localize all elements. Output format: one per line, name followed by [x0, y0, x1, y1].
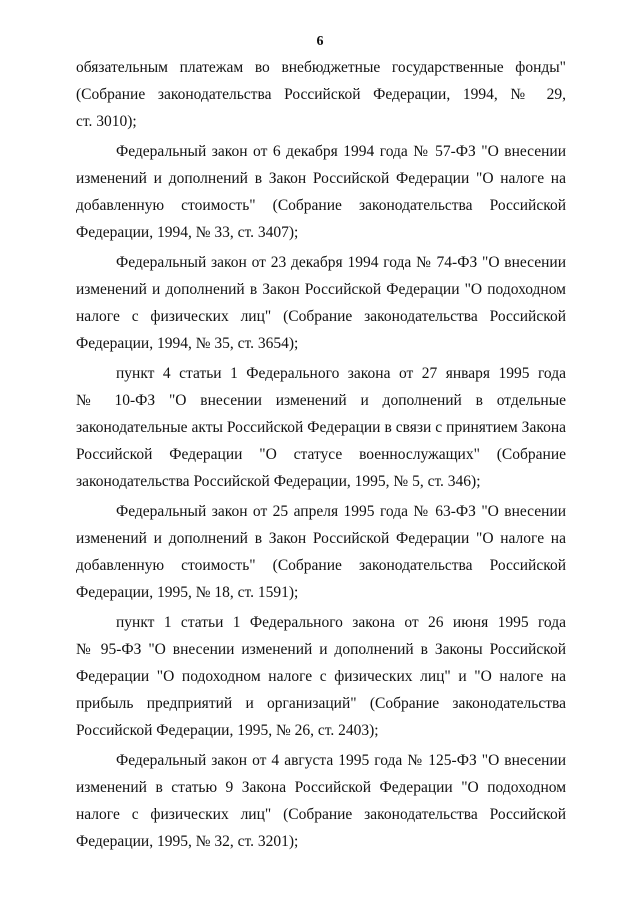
- text-line: Федерации, 1995, № 18, ст. 1591);: [76, 584, 299, 601]
- text-line: пункт 4 статьи 1 Федерального закона от 27 января 1995 года: [116, 365, 566, 382]
- paragraph-6: [76, 609, 566, 744]
- text-line: законодательные акты Российской Федерации в связи с принятием Закона: [76, 419, 566, 436]
- text-line: Российской Федерации "О статусе военнослужащих" (Собрание: [76, 446, 566, 463]
- page-number: 6: [316, 34, 324, 49]
- text-line: изменений и дополнений в Закон Российской Федерации "О подоходном: [76, 281, 566, 298]
- text-line: изменений и дополнений в Закон Российской Федерации "О налоге на: [76, 170, 566, 187]
- text-line: Федерации, 1994, № 35, ст. 3654);: [76, 335, 299, 352]
- text-line: Федерации, 1994, № 33, ст. 3407);: [76, 224, 299, 241]
- text-line: № 95-ФЗ "О внесении изменений и дополнений в Законы Российской: [76, 641, 566, 658]
- text-line: Федеральный закон от 4 августа 1995 года № 125-ФЗ "О внесении: [116, 752, 566, 769]
- text-line: Федерации "О подоходном налоге с физических лиц" и "О налоге на: [76, 668, 566, 685]
- text-line: ст. 3010);: [76, 113, 137, 130]
- paragraph-2: [76, 138, 566, 246]
- paragraph-3: [76, 249, 566, 357]
- paragraph-1: [76, 54, 566, 135]
- text-line: обязательным платежам во внебюджетные государственные фонды": [76, 59, 566, 76]
- text-line: законодательства Российской Федерации, 1995, № 5, ст. 346);: [76, 473, 481, 490]
- text-line: изменений и дополнений в Закон Российской Федерации "О налоге на: [76, 530, 566, 547]
- text-line: Федеральный закон от 23 декабря 1994 года № 74-ФЗ "О внесении: [116, 254, 566, 271]
- text-line: добавленную стоимость" (Собрание законодательства Российской: [76, 197, 566, 214]
- text-line: Российской Федерации, 1995, № 26, ст. 2403);: [76, 722, 379, 739]
- text-line: налоге с физических лиц" (Собрание законодательства Российской: [76, 806, 566, 823]
- text-line: налоге с физических лиц" (Собрание законодательства Российской: [76, 308, 566, 325]
- text-line: Федерации, 1995, № 32, ст. 3201);: [76, 833, 299, 850]
- text-line: № 10-ФЗ "О внесении изменений и дополнений в отдельные: [76, 392, 566, 409]
- text-line: изменений в статью 9 Закона Российской Федерации "О подоходном: [76, 779, 566, 796]
- text-line: прибыль предприятий и организаций" (Собрание законодательства: [76, 695, 566, 712]
- text-line: Федеральный закон от 25 апреля 1995 года № 63-ФЗ "О внесении: [116, 503, 566, 520]
- text-line: пункт 1 статьи 1 Федерального закона от 26 июня 1995 года: [116, 614, 566, 631]
- paragraph-4: [76, 360, 566, 495]
- text-line: (Собрание законодательства Российской Федерации, 1994, № 29,: [76, 86, 566, 103]
- paragraph-7: [76, 747, 566, 855]
- paragraph-5: [76, 498, 566, 606]
- document-body: [76, 54, 566, 858]
- text-line: добавленную стоимость" (Собрание законодательства Российской: [76, 557, 566, 574]
- text-line: Федеральный закон от 6 декабря 1994 года № 57-ФЗ "О внесении: [116, 143, 566, 160]
